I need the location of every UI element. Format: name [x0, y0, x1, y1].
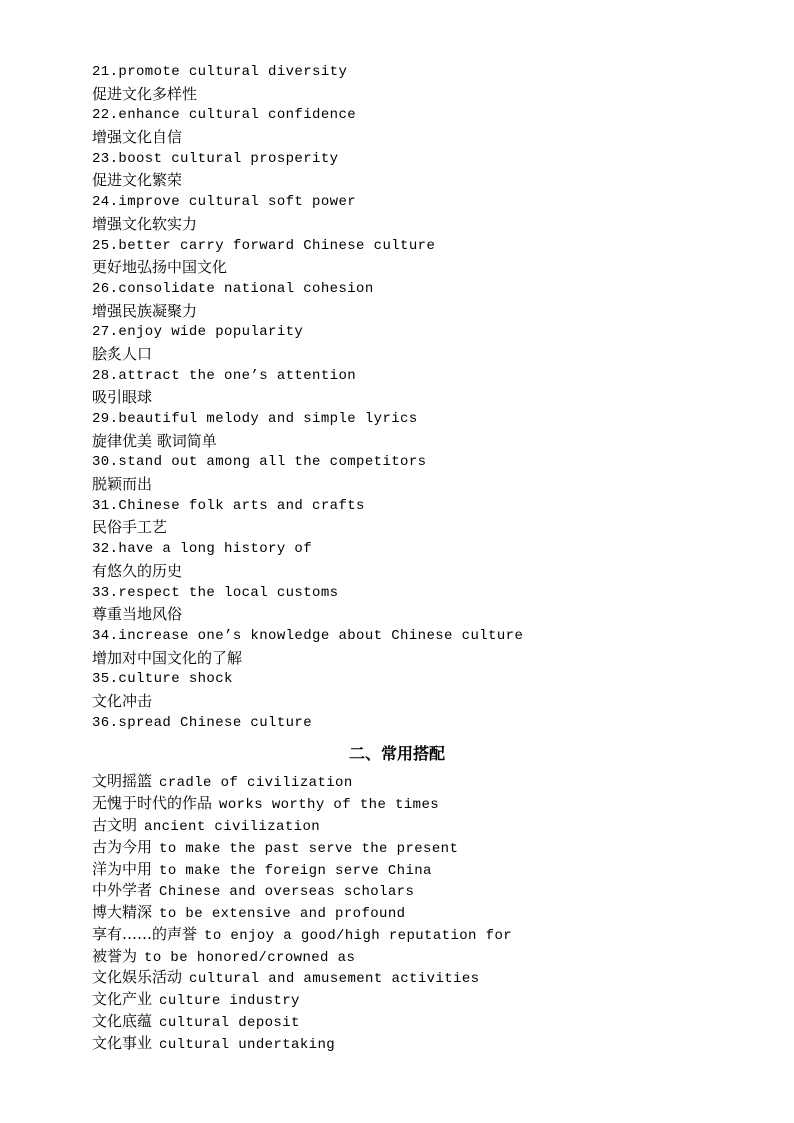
phrase-chinese: 旋律优美 歌词简单	[92, 431, 217, 450]
phrase-item	[92, 496, 712, 539]
phrase-item	[92, 279, 712, 322]
collocation-english: to enjoy a good/high reputation for	[204, 927, 513, 944]
collocation-item	[92, 1011, 712, 1033]
collocation-chinese: 博大精深	[92, 903, 153, 922]
collocation-english: to make the past serve the present	[159, 840, 459, 857]
phrase-english: 24.improve cultural soft power	[92, 194, 357, 211]
collocation-english: to be honored/crowned as	[144, 949, 356, 966]
phrase-english: 26.consolidate national cohesion	[92, 280, 374, 297]
collocation-english: to make the foreign serve China	[159, 862, 432, 879]
phrase-item	[92, 452, 712, 495]
phrase-english: 36.spread Chinese culture	[92, 714, 313, 731]
collocation-chinese: 文化产业	[92, 990, 153, 1009]
phrase-chinese: 增加对中国文化的了解	[92, 648, 243, 667]
phrase-chinese: 增强民族凝聚力	[92, 301, 198, 320]
collocation-chinese: 古为今用	[92, 837, 153, 856]
phrase-item	[92, 626, 712, 669]
phrase-item	[92, 409, 712, 452]
phrase-item	[92, 105, 712, 148]
collocation-english: culture industry	[159, 993, 300, 1010]
phrase-chinese: 促进文化多样性	[92, 84, 198, 103]
collocation-item	[92, 924, 712, 946]
collocation-item	[92, 880, 712, 902]
collocation-item	[92, 859, 712, 881]
phrase-chinese: 有悠久的历史	[92, 561, 183, 580]
collocation-chinese: 被誉为	[92, 946, 138, 965]
phrase-list	[92, 62, 712, 734]
phrase-english: 30.stand out among all the competitors	[92, 454, 427, 471]
phrase-chinese: 脍炙人口	[92, 344, 153, 363]
phrase-english: 29.beautiful melody and simple lyrics	[92, 411, 418, 427]
phrase-chinese: 吸引眼球	[92, 388, 153, 407]
collocation-item	[92, 815, 712, 837]
collocation-chinese: 文明摇篮	[92, 772, 153, 791]
phrase-item	[92, 539, 712, 582]
phrase-item	[92, 322, 712, 365]
collocation-english: cultural and amusement activities	[189, 971, 480, 988]
phrase-chinese: 文化冲击	[92, 691, 153, 710]
collocation-english: cradle of civilization	[159, 775, 353, 792]
phrase-english: 21.promote cultural diversity	[92, 64, 348, 80]
phrase-item	[92, 583, 712, 626]
phrase-english: 32.have a long history of	[92, 541, 313, 558]
collocation-english: to be extensive and profound	[159, 906, 406, 923]
collocation-item	[92, 967, 712, 989]
collocation-item	[92, 946, 712, 968]
phrase-english: 27.enjoy wide popularity	[92, 324, 304, 341]
section-heading: 二、常用搭配	[348, 744, 445, 764]
phrase-item	[92, 366, 712, 409]
phrase-chinese: 促进文化繁荣	[92, 171, 183, 190]
phrase-english: 23.boost cultural prosperity	[92, 150, 339, 167]
collocation-item	[92, 902, 712, 924]
phrase-english: 22.enhance cultural confidence	[92, 107, 357, 124]
collocation-chinese: 无愧于时代的作品	[92, 794, 213, 813]
phrase-item	[92, 713, 712, 735]
collocation-chinese: 享有……的声誉	[92, 924, 198, 943]
phrase-english: 33.respect the local customs	[92, 584, 339, 601]
collocation-chinese: 洋为中用	[92, 859, 153, 878]
collocation-english: cultural deposit	[159, 1015, 300, 1032]
collocation-chinese: 中外学者	[92, 881, 153, 900]
collocation-english: cultural undertaking	[159, 1036, 336, 1053]
phrase-chinese: 尊重当地风俗	[92, 605, 183, 624]
collocation-item	[92, 793, 712, 815]
collocation-item	[92, 837, 712, 859]
document-page	[92, 62, 712, 1055]
collocation-chinese: 文化底蕴	[92, 1012, 153, 1031]
collocation-list	[92, 771, 712, 1054]
phrase-chinese: 更好地弘扬中国文化	[92, 258, 228, 277]
phrase-item	[92, 669, 712, 712]
phrase-english: 35.culture shock	[92, 671, 233, 688]
phrase-english: 28.attract the one’s attention	[92, 367, 357, 384]
phrase-item	[92, 192, 712, 235]
collocation-item	[92, 989, 712, 1011]
collocation-chinese: 文化事业	[92, 1033, 153, 1052]
phrase-chinese: 脱颖而出	[92, 475, 153, 494]
collocation-english: works worthy of the times	[219, 797, 440, 814]
collocation-chinese: 古文明	[92, 815, 138, 834]
collocation-chinese: 文化娱乐活动	[92, 968, 183, 987]
phrase-chinese: 民俗手工艺	[92, 518, 168, 537]
collocation-item	[92, 1033, 712, 1055]
collocation-english: ancient civilization	[144, 818, 321, 835]
collocation-english: Chinese and overseas scholars	[159, 884, 415, 901]
phrase-chinese: 增强文化自信	[92, 128, 183, 147]
phrase-chinese: 增强文化软实力	[92, 214, 198, 233]
phrase-english: 31.Chinese folk arts and crafts	[92, 497, 365, 514]
phrase-item	[92, 62, 712, 105]
phrase-item	[92, 149, 712, 192]
phrase-english: 34.increase one’s knowledge about Chinese culture	[92, 627, 524, 644]
phrase-english: 25.better carry forward Chinese culture	[92, 237, 436, 254]
phrase-item	[92, 236, 712, 279]
collocation-item	[92, 771, 712, 793]
